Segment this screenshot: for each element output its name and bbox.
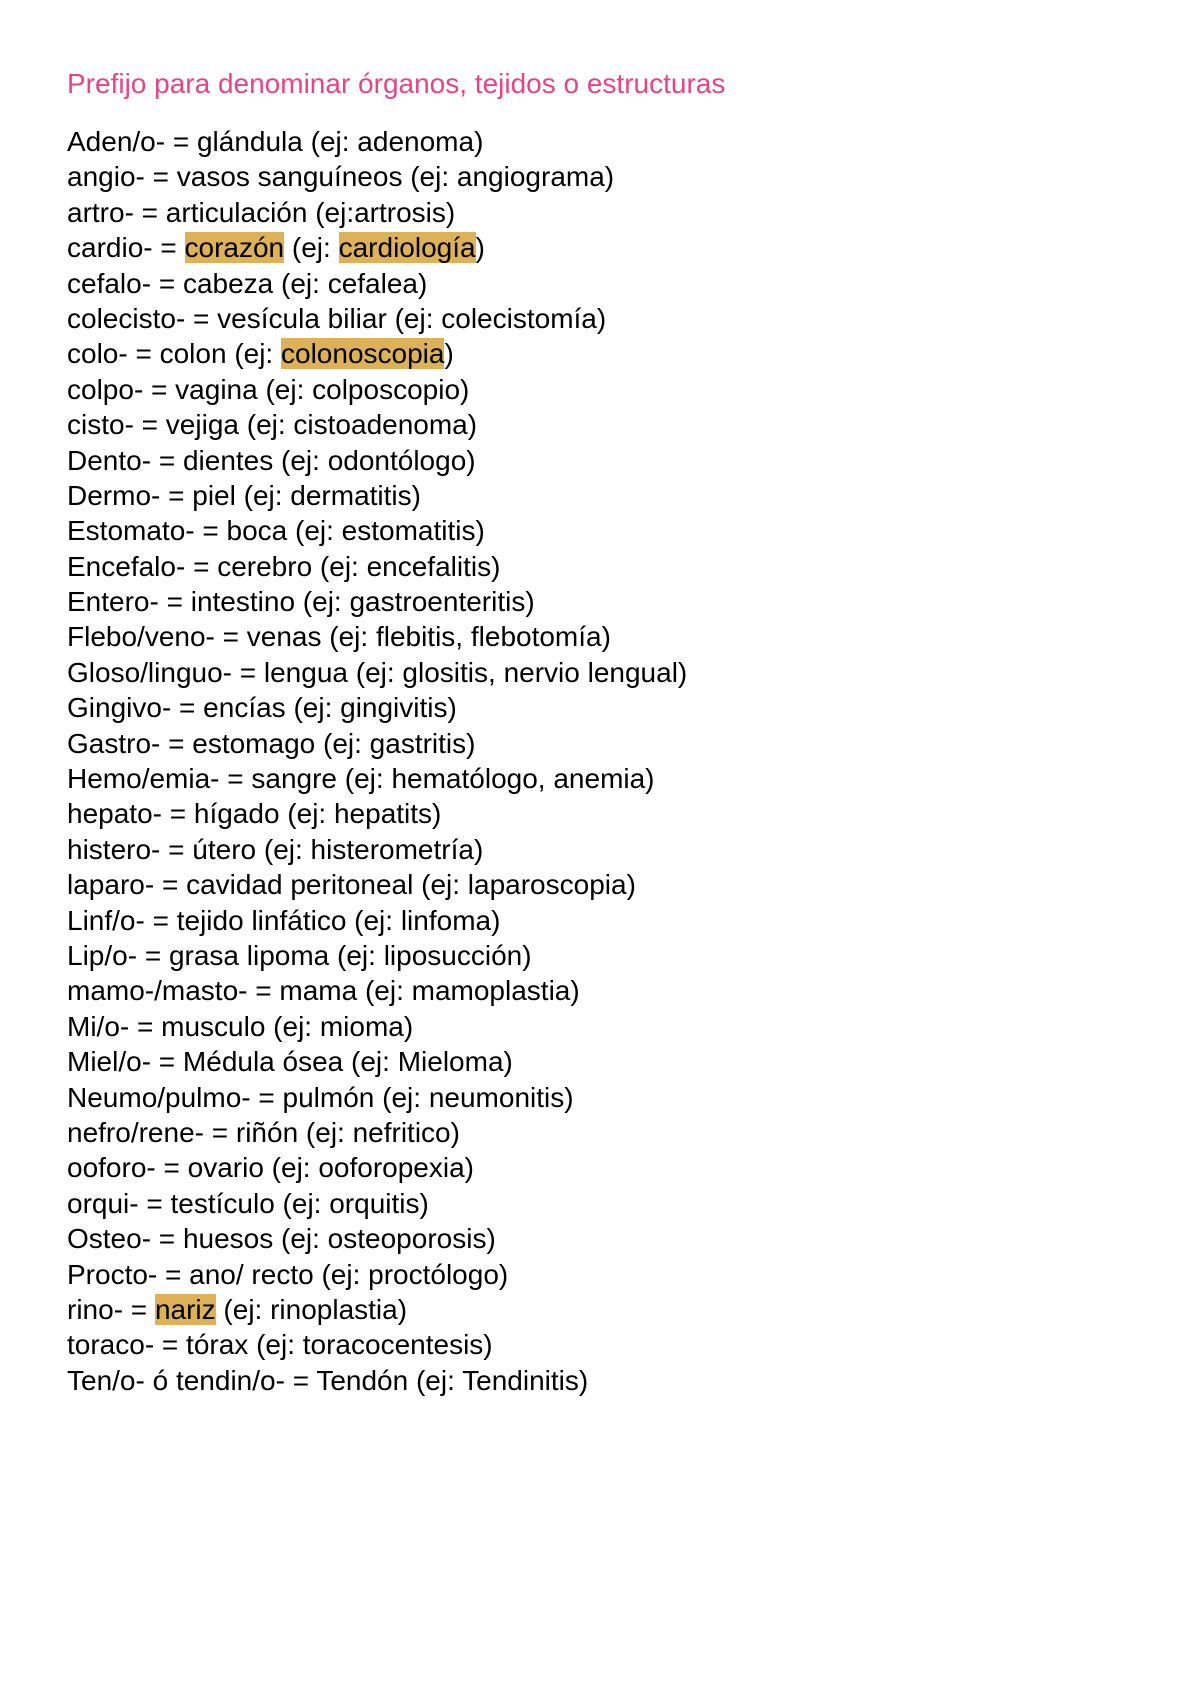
entry-text: Entero- = intestino (ej: gastroenteritis)	[67, 586, 535, 618]
prefix-entry	[67, 513, 1080, 548]
highlighted-text: colonoscopia	[281, 338, 445, 370]
prefix-entry	[67, 1292, 1080, 1327]
prefix-entry	[67, 159, 1080, 194]
prefix-entry	[67, 1009, 1080, 1044]
entry-text: orqui- = testículo (ej: orquitis)	[67, 1187, 429, 1219]
highlighted-text: corazón	[184, 232, 285, 264]
entry-text: laparo- = cavidad peritoneal (ej: laparoscopia)	[67, 869, 636, 901]
prefix-entry	[67, 584, 1080, 619]
entry-text: colpo- = vagina (ej: colposcopio)	[67, 373, 470, 405]
prefix-entry	[67, 1150, 1080, 1185]
prefix-entry	[67, 761, 1080, 796]
entry-text: histero- = útero (ej: histerometría)	[67, 833, 484, 865]
prefix-entry	[67, 726, 1080, 761]
prefix-list	[67, 124, 1080, 1398]
entry-text: rino- =	[67, 1293, 155, 1325]
prefix-entry	[67, 903, 1080, 938]
prefix-entry	[67, 832, 1080, 867]
entry-text: Ten/o- ó tendin/o- = Tendón (ej: Tendinitis)	[67, 1364, 589, 1396]
prefix-entry	[67, 266, 1080, 301]
prefix-entry	[67, 938, 1080, 973]
entry-text: Gingivo- = encías (ej: gingivitis)	[67, 692, 457, 724]
prefix-entry	[67, 1257, 1080, 1292]
entry-text: nefro/rene- = riñón (ej: nefritico)	[67, 1116, 460, 1148]
prefix-entry	[67, 372, 1080, 407]
entry-text: Flebo/veno- = venas (ej: flebitis, flebotomía)	[67, 621, 611, 653]
prefix-entry	[67, 619, 1080, 654]
entry-text: colecisto- = vesícula biliar (ej: colecistomía)	[67, 302, 607, 334]
prefix-entry	[67, 195, 1080, 230]
prefix-entry	[67, 230, 1080, 265]
document-title: Prefijo para denominar órganos, tejidos o estructuras	[67, 68, 726, 99]
entry-text: Linf/o- = tejido linfático (ej: linfoma)	[67, 904, 501, 936]
prefix-entry	[67, 1221, 1080, 1256]
entry-text: Neumo/pulmo- = pulmón (ej: neumonitis)	[67, 1081, 574, 1113]
entry-text: (ej: rinoplastia)	[215, 1293, 408, 1325]
prefix-entry	[67, 1186, 1080, 1221]
highlighted-text: nariz	[154, 1293, 216, 1325]
entry-text: Dento- = dientes (ej: odontólogo)	[67, 444, 476, 476]
entry-text: Procto- = ano/ recto (ej: proctólogo)	[67, 1258, 509, 1290]
entry-text: Aden/o- = glándula (ej: adenoma)	[67, 126, 484, 157]
prefix-entry	[67, 478, 1080, 513]
prefix-entry	[67, 1327, 1080, 1362]
entry-text: )	[444, 338, 454, 370]
entry-text: mamo-/masto- = mama (ej: mamoplastia)	[67, 975, 580, 1007]
prefix-entry	[67, 796, 1080, 831]
prefix-entry	[67, 655, 1080, 690]
entry-text: hepato- = hígado (ej: hepatits)	[67, 798, 442, 830]
entry-text: Gastro- = estomago (ej: gastritis)	[67, 727, 476, 759]
entry-text: cisto- = vejiga (ej: cistoadenoma)	[67, 409, 478, 441]
entry-text: cardio- =	[67, 232, 185, 264]
entry-text: (ej:	[284, 232, 339, 264]
highlighted-text: cardiología	[338, 232, 476, 264]
entry-text: artro- = articulación (ej:artrosis)	[67, 196, 456, 228]
entry-text: cefalo- = cabeza (ej: cefalea)	[67, 267, 428, 299]
entry-text: angio- = vasos sanguíneos (ej: angiograma)	[67, 161, 615, 193]
prefix-entry	[67, 443, 1080, 478]
prefix-entry	[67, 549, 1080, 584]
entry-text: Miel/o- = Médula ósea (ej: Mieloma)	[67, 1046, 513, 1078]
prefix-entry	[67, 336, 1080, 371]
prefix-entry	[67, 867, 1080, 902]
entry-text: Hemo/emia- = sangre (ej: hematólogo, anemia)	[67, 763, 655, 795]
prefix-entry	[67, 301, 1080, 336]
entry-text: Gloso/linguo- = lengua (ej: glositis, nervio lengual)	[67, 656, 688, 688]
entry-text: Lip/o- = grasa lipoma (ej: liposucción)	[67, 939, 532, 971]
entry-text: Encefalo- = cerebro (ej: encefalitis)	[67, 550, 501, 582]
prefix-entry	[67, 973, 1080, 1008]
prefix-entry	[67, 1363, 1080, 1398]
prefix-entry	[67, 124, 1080, 159]
entry-text: Mi/o- = musculo (ej: mioma)	[67, 1010, 414, 1042]
entry-text: Estomato- = boca (ej: estomatitis)	[67, 515, 485, 547]
prefix-entry	[67, 407, 1080, 442]
entry-text: )	[475, 232, 485, 264]
prefix-entry	[67, 690, 1080, 725]
prefix-entry	[67, 1044, 1080, 1079]
prefix-entry	[67, 1115, 1080, 1150]
entry-text: Dermo- = piel (ej: dermatitis)	[67, 479, 421, 511]
entry-text: ooforo- = ovario (ej: ooforopexia)	[67, 1152, 474, 1184]
document-page	[67, 62, 1080, 1398]
prefix-entry	[67, 1080, 1080, 1115]
entry-text: toraco- = tórax (ej: toracocentesis)	[67, 1329, 493, 1361]
entry-text: Osteo- = huesos (ej: osteoporosis)	[67, 1223, 496, 1255]
entry-text: colo- = colon (ej:	[67, 338, 281, 370]
